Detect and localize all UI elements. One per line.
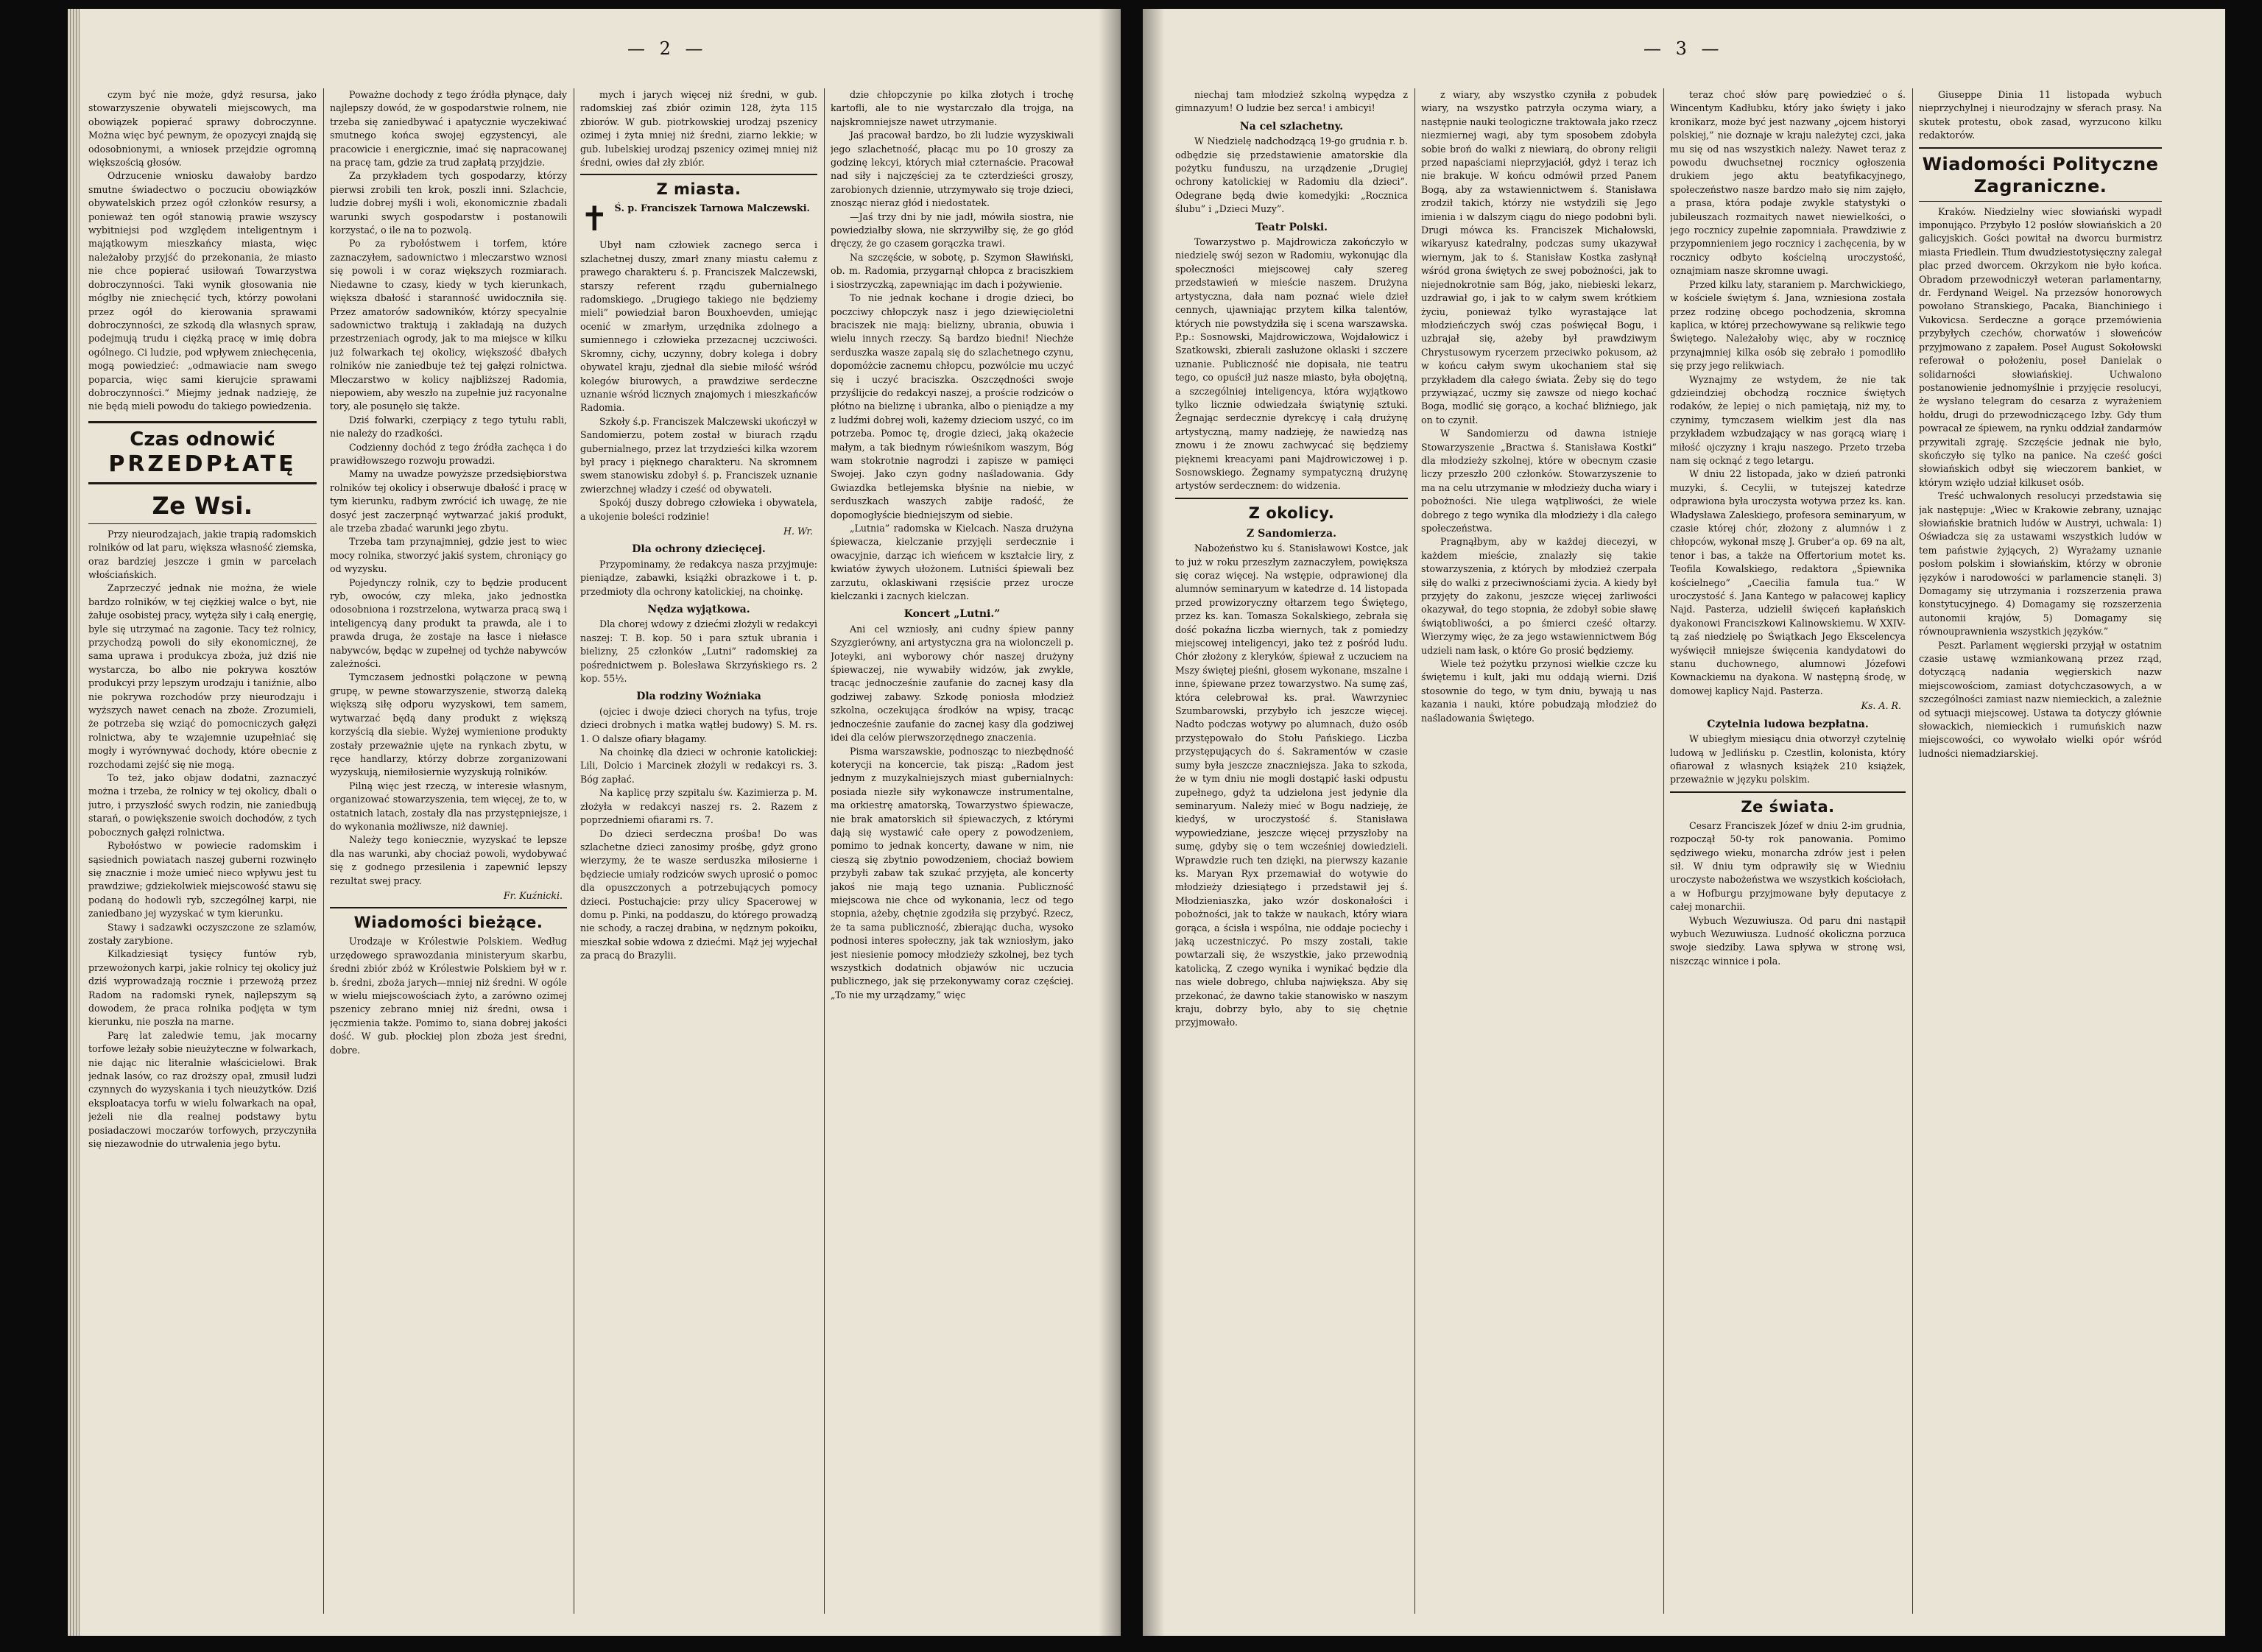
paragraph: Spokój duszy dobrego człowieka i obywatela, a ukojenie boleści rodzinie! [580, 497, 817, 522]
paragraph: czym być nie może, gdyż resursa, jako stowarzyszenie obywateli miejscowych, ma obowiązek popierać sprawy dobroczynne. Można więc być pewnym, że opozycyi znajdą się odosobnionymi, a wniosek przejdzie ogromną większością głosów. [88, 89, 317, 169]
lead-heading: Z Sandomierza. [1247, 527, 1336, 540]
cross-icon: ✝ [580, 199, 609, 239]
column-1 [1175, 88, 1408, 1614]
column-3 [580, 88, 817, 1614]
paragraph: Stawy i sadzawki oczyszczone ze szlamów, zostały zarybione. [88, 921, 317, 946]
paragraph: Przypominamy, że redakcya nasza przyjmuje: pieniądze, zabawki, książki obrazkowe i t. p. przedmioty dla ochrony katolickiej, na choinkę. [580, 558, 817, 597]
paragraph: Do dzieci serdeczna prośba! Do was szlachetne dzieci zanosimy prośbę, gdyż grono wierzymy, że te wasze serduszka miłosierne i będziecie umiały rodziców swych uprosić o pomoc dla opuszczonych a potrzebujących pomocy dzieci. Postuchajcie: przy ulicy Spacerowej w domu p. Pinki, na poddaszu, do którego prowadzą nie schody, a raczej drabina, w nędznym pokoiku, mieszkał sobie wdowa z dziećmi. Mąż jej wyjechał za pracą do Brazylii. [580, 827, 817, 961]
rcol1-lead1-paras [1175, 135, 1408, 216]
lead-heading: Dla rodziny Woźniaka [636, 691, 761, 703]
signature: Ks. A. R. [1861, 700, 1901, 712]
paragraph: Dla chorej wdowy z dziećmi złożyli w redakcyi naszej: T. B. kop. 50 i para sztuk ubrania i bielizny, 25 członków „Lutni” radomskiej za pośrednictwem p. Bolesława Skrzyńskiego rs. 2 kop. 55½. [580, 618, 817, 685]
paragraph: Wyznajmy ze wstydem, że nie tak gdzieindziej obchodzą rocznice świętych rodaków, że lepiej o nich pamiętają, niż my, to czynimy, tymczasem wielkim jest dla nas przykładem wzbudzający w nas gorącą wiarę i miłość ojczyzny i kraju naszego. Przeto trzeba nam się ocknąć z tego letargu. [1670, 373, 1906, 466]
column-rule [1663, 88, 1664, 1614]
column-1 [88, 88, 317, 1614]
paragraph: Odrzucenie wniosku dawałoby bardzo smutne świadectwo o poczuciu obowiązków obywatelskich przez ogół członków resursy, a ponieważ ten ogół stanowią prawie wszyscy wybitniejsi pod względem inteligentnym i majątkowym mieszkańcy miasta, więc należałoby przyjść do przekonania, że miasto nie chce popierać usiłowań Towarzystwa dobroczynności. Taki wynik głosowania nie mógłby nie zniechęcić tych, którzy powołani przez ogół do kierowania sprawami dobroczynności, ze szkodą dla własnych spraw, podejmują trudu i ciężką pracę w imię dobra ogólnego. Ci ludzie, pod wpływem zniechęcenia, mogą powiedzieć: „odmawiacie nam swego poparcia, więc sami kierujcie sprawami dobroczynności.” Miejmy jednak nadzieję, że nie będą mieli powodu do takiego powiedzenia. [88, 170, 317, 412]
paragraph: (ojciec i dwoje dzieci chorych na tyfus, troje dzieci drobnych i matka wątłej budowy) S. M. rs. 1. O dalsze ofiary błagamy. [580, 705, 817, 744]
obituary-heading [580, 199, 817, 239]
paragraph: Wybuch Wezuwiusza. Od paru dni nastąpił wybuch Wezuwiusza. Ludność okoliczna porzuca swoje siedziby. Lawa spływa w stronę wsi, niszcząc winnice i pola. [1670, 914, 1906, 967]
lead-heading: Nędza wyjątkowa. [647, 604, 750, 615]
paragraph: W ubiegłym miesiącu dnia otworzył czytelnię ludową w Jedlińsku p. Czestlin, kolonista, który ofiarował z własnych książek 210 książek, przeważnie w języku polskim. [1670, 733, 1906, 786]
obituary-signature: H. Wr. [783, 525, 813, 537]
obituary-paras [580, 239, 817, 523]
page-number: — 2 — [627, 38, 708, 59]
paragraph: teraz choć słów parę powiedzieć o ś. Wincentym Kadłubku, który jako święty i jako kronikarz, może być jest nazwany „ojcem historyi polskiej,” nie doznaje w kraju należytej czci, jaka mu się od nas wszystkich należy. Nawet teraz z powodu dwuchsetnej rocznicy ogłoszenia drukiem jego aktu beatyfikacyjnego, społeczeństwo nasze bardzo mało się nim zajęło, a prasa, która podaje zwykle statystyki o jubileuszach rozmaitych nawet niewielkości, o jego rocznicy zupełnie zapomniała. Prawdziwie z przypomnieniem jego rocznicy i zachęcenia, by w rocznicy odbyto kościelną uroczystość, oznajmiam nasze skromne uwagi. [1670, 89, 1906, 277]
col4-paras [831, 88, 1074, 603]
paragraph: Towarzystwo p. Majdrowicza zakończyło w niedzielę swój sezon w Radomiu, wykonując dla społeczności miejscowej cały szereg przedstawień w mieście naszem. Drużyna artystyczna, dała nam poznać wiele dzieł cennych, ujawniając przytem kilka talentów, których nie powstydziła się i scena warszawska. P.p.: Sosnowski, Majdrowiczowa, Wojdałowicz i Szatkowski, zbierali zasłużone oklaski i szczere uznanie. Publiczność nie dopisała, nie teatru tego, co opuścił już nasze miasto, była obojętną, a szczególniej inteligencya, która wyjątkowo tylko licznie odwiedzała świątynię sztuki. Żegnając serdecznie dyrekcyę i całą drużynę artystyczną, mamy nadzieję, że nawiedzą nas znowu i że znowu zachwycać się będziemy pięknemi kreacyami pani Majdrowiczowej i p. Sosnowskiego. Żegnamy sympatyczną drużynę artystów serdecznem: do widzenia. [1175, 236, 1408, 492]
paragraph: z wiary, aby wszystko czyniła z pobudek wiary, na wszystko patrzyła oczyma wiary, a następnie nauki teologiczne traktowała jako rzecz niezmiernej wagi, aby tym sposobem zdobyła sobie broń do walki z niewiarą, do obrony religii przed napaściami nieprzyjaciół, gdyż i teraz ich nie brakuje. W końcu odmówił przed Panem Bogą, aby za wstawiennictwem ś. Stanisława zrodził takich, którzy nie wstydzili się Jego imienia i w dalszym ciągu do niego podobni byli. Drugi mówca ks. Franciszek Michałowski, wikaryusz katedralny, podczas sumy ukazywał wiernym, jak to ś. Stanisław Kostka zasłynął wśród grona świętych ze swej pobożności, jak to niejednokrotnie sam Bóg, jako, niebieski lekarz, uzdrawiał go, i jak to w całym swem krótkiem życiu, ponieważ tylko wyrastające lat młodzieńczych swój czas poświęcał Bogu, i uzbrajał się, ażeby był prawdziwym Chrystusowym rycerzem przeciwko pokusom, aż w końcu całym swym ukochaniem stał się przykładem dla całego świata. Żeby się do tego przywiązać, uczmy się zawsze od niego kochać Boga, modlić się gorąco, a kochać bliźniego, jak on to czynił. [1421, 89, 1657, 426]
divider [330, 907, 567, 908]
paragraph: Za przykładem tych gospodarzy, którzy pierwsi zrobili ten krok, poszli inni. Szlachcie, ludzie dobrej myśli i woli, ekonomicznie zbadali warunki swych gospodarstw i postanowili korzystać, o ile na to pozwolą. [330, 170, 567, 236]
paragraph: Przy nieurodzajach, jakie trapią radomskich rolników od lat paru, większa własność ziemska, oraz bardziej jeszcze i gmin w parcelach włościańskich. [88, 528, 317, 580]
paragraph: Mamy na uwadze powyższe przedsiębiorstwa rolników tej okolicy i obserwuje dbałość i pracę w tym kierunku, radbym zwrócić ich uwagę, że nie dosyć jest zaczerpnąć wytwarzać jakiś produkt, ale trzeba zbadać warunki jego zbytu. [330, 468, 567, 534]
page-edge-stripes [68, 9, 80, 1636]
col1-paras [88, 88, 317, 414]
right-page [1143, 9, 2225, 1636]
rcol2-paras [1421, 88, 1657, 725]
paragraph: Parę lat zaledwie temu, jak mocarny torfowe leżały sobie nieużyteczne w folwarkach, nie dając nic literalnie właścicielowi. Brak jednak lasów, co raz droższy opał, zmusił ludzi czynnych do wyzyskania i tych nieużytków. Dziś eksploatacya torfu w wielu folwarkach na opał, jeżeli nie dla realnej podstawy bytu posiadaczowi moczarów torfowych, przyczyniła się niezawodnie do utrwalenia jego bytu. [88, 1029, 317, 1150]
col1-section-paras [88, 528, 317, 1151]
lead-heading: Teatr Polski. [1255, 221, 1328, 233]
section-title-z-okolicy: Z okolicy. [1248, 504, 1335, 522]
lead-heading: Dla ochrony dziecięcej. [632, 543, 766, 556]
lead2-paras [580, 618, 817, 685]
divider [1175, 498, 1408, 499]
paragraph: Zaprzeczyć jednak nie można, że wiele bardzo rolników, w tej ciężkiej walce o byt, nie żałuje osobistej pracy, wytęża siły i całą energię, byle się utrzymać na zagonie. Tacy też rolnicy, przychodzą powoli do siły ekonomicznej, że sama uprawa i produkcya zboża, już dziś nie wystarcza, bo albo nie pokrywa kosztów produkcyi przy lepszym urodzaju i taniźnie, albo nie pokrywa rozchodów przy nieurodzaju i wyższych nawet cenach na zboże. Zrozumieli, że potrzeba się wziąć do pomocniczych gałęzi rolnictwa, aby te wzajemnie uzupełniać się mogły i wyrównywać dochody, które obecnie z rozchodami zejść się nie mogą. [88, 582, 317, 770]
paragraph: Pragnąłbym, aby w każdej diecezyi, w każdem mieście, znalazły się takie stowarzyszenia, z których by młodzież czerpała siłę do walki z przeciwnościami życia. A kiedy był przyjęty do zakonu, jeszcze więcej żarliwości okazywał, do tego stopnia, że zdobył sobie sławę świątobliwości, a po śmierci cześć ołtarzy. Wierzymy więc, że za jego wstawiennictwem Bóg udzieli nam łask, o które Go prosić będziemy. [1421, 536, 1657, 656]
rcol1-paras [1175, 88, 1408, 116]
section-title-wiadomosci-biezace: Wiadomości bieżące. [353, 914, 543, 932]
section-title-ze-wsi: Ze Wsi. [152, 491, 253, 520]
section-title-ze-swiata: Ze świata. [1741, 797, 1835, 816]
col2-section-paras [330, 935, 567, 1057]
notice-line1: Czas odnowić [130, 428, 275, 451]
divider [580, 174, 817, 175]
column-rule [824, 88, 825, 1614]
divider [1919, 201, 2162, 202]
column-4 [1919, 88, 2162, 1614]
paragraph: —Jaś trzy dni by nie jadł, mówiła siostra, nie powiedziałby słowa, nie skrzywiłby się, że go głód dręczy, że go czasem gorączka trawi. [831, 211, 1074, 250]
paragraph: Treść uchwalonych resolucyi przedstawia się jak następuje: „Wiec w Krakowie zebrany, uznając słowiańskie bratnich ludów w Austryi, uchwala: 1) Oświadcza się za ustawami wszystkich ludów w tem państwie żyjących, 2) Wyrażamy uznanie posłom polskim i słowiańskim, którzy w obronie języków i narodowości w parlamencie stanęli. 3) Domagamy się utrzymania i rozszerzenia prawa konstytucyjnego. 4) Domagamy się rozszerzenia autonomii krajów, 5) Domagamy się równouprawnienia wszystkich języków.” [1919, 490, 2162, 638]
rcol4-paras [1919, 88, 2162, 143]
paragraph: Na choinkę dla dzieci w ochronie katolickiej: Lili, Dolcio i Marcinek złożyli w redakcyi rs. 3. Bóg zapłać. [580, 746, 817, 785]
column-2 [330, 88, 567, 1614]
rcol3-paras [1670, 88, 1906, 698]
column-2 [1421, 88, 1657, 1614]
lead1-paras [580, 558, 817, 599]
paragraph: Wiele też pożytku przynosi wielkie czcze ku świętemu i kult, jaki mu oddają wierni. Dziś stosownie do tego, w tym dniu, bywają u nas kazania i nauki, które pobudzają młodzież do naśladowania Świętego. [1421, 658, 1657, 724]
paragraph: Po za rybołóstwem i torfem, które zaznaczyłem, sadownictwo i mleczarstwo wznosi się powoli i w coraz większych rozmiarach. Niedawne to czasy, kiedy w tych kierunkach, większa dbałość i staranność uwidoczniła się. Przez amatorów sadowników, którzy specyalnie sadownictwo traktują i zakładają na dużych przestrzeniach ogrody, jak to ma miejsce w kilku już folwarkach tej okolicy, większość dbałych rolników nie zaniedbuje też tej gałęzi rolnictwa. Mleczarstwo w kolicy najbliższej Radomia, niepowiem, aby weszło na zupełnie już racyonalne tory, ale posunęło się także. [330, 238, 567, 412]
col2-paras [330, 88, 567, 888]
paragraph: Pilną więc jest rzeczą, w interesie własnym, organizować stowarzyszenia, tem więcej, że to, w ostatnich latach, zostały dla nas przystępniejsze, i do wykonania możliwsze, niż dawniej. [330, 780, 567, 832]
paragraph: Codzienny dochód z tego źródła zachęca i do prawidłowszego rozwoju prowadzi. [330, 441, 567, 466]
paragraph: Urodzaje w Królestwie Polskiem. Według urzędowego sprawozdania ministeryum skarbu, średni zbiór zbóż w Królestwie Polskiem był w r. b. średni, zboża jarych—mniej niż średni. W ogóle w wielu miejscowościach żyto, a zarówno ozimej pszenicy zebrano mniej niż średni, owsa i jęczmienia także. Pomimo to, siana dobrej jakości dość. W gub. płockiej plon zboża jest średni, dobre. [330, 936, 567, 1056]
col3-paras [580, 88, 817, 169]
lead3-paras [580, 705, 817, 963]
signature: Fr. Kuźnicki. [503, 889, 563, 901]
gutter-shadow [1143, 9, 1165, 1636]
section-title-wiadomosci-polityczne: Wiadomości Polityczne Zagraniczne. [1922, 153, 2159, 197]
section-title-z-miasta: Z miasta. [656, 180, 741, 199]
gutter-shadow [1099, 9, 1121, 1636]
paragraph: W Sandomierzu od dawna istnieje Stowarzyszenie „Bractwa ś. Stanisława Kostki” dla młodzieży szkolnej, które w obecnym czasie liczy przeszło 200 członków. Stowarzyszenie to ma na celu utrzymanie w młodzieży ducha wiary i pobożności. Nie ulega wątpliwości, że wiele dobrego z tego wynika dla młodzieży i dla całego społeczeństwa. [1421, 428, 1657, 534]
rcol3-lead1-paras [1670, 733, 1906, 787]
paragraph: mych i jarych więcej niż średni, w gub. radomskiej zaś zbiór ozimin 128, żyta 115 zbiorów. W gub. piotrkowskiej urodzaj pszenicy ozimej i żyta mniej niż średni, ziarno lekkie; w gub. lubelskiej urodzaj pszenicy ozimej mniej niż średni, owies dał zły zbiór. [580, 89, 817, 169]
paragraph: Kraków. Niedzielny wiec słowiański wypadł imponująco. Przybyło 12 posłów słowiańskich a 20 galicyjskich. Gości powitał na dworcu burmistrz miasta Friedlein. Tłum dwudziestotysięczny zalegał plac przed dworcem. Okrzykom nie było końca. Obradom przewodniczył weteran parlamentarny, dr. Ferdynand Weigel. Na przezsów honorowych powołano Stranskiego, Pacaka, Bianchiniego i Vukovicsa. Serdeczne a gorące przemówienia przybyłych czechów, chorwatów i słoweńców przyjmowano z zapałem. Poseł August Sokołowski referował o położeniu, poseł Danielak o solidarności słowiańskiej. Uchwalono postanowienie jednomyślnie i przyjęcie resolucyi, że wysłano telegram do cesarza z wyrażeniem hołdu, drugi do przewodniczącego Izby. Gdy tłum powracał ze śpiewem, na rynku oddział żandarmów przywitali zgraję. Szczęście jednak nie było, skończyło się tylko na panice. Na cześć gości słowiańskich odbył się wieczorem bankiet, w którym wzięło udział kilkuset osób. [1919, 205, 2162, 488]
paragraph: Trzeba tam przynajmniej, gdzie jest to wiec mocy rolnika, stworzyć jakiś system, chroniący go od wyzysku. [330, 536, 567, 575]
rcol1-lead2-paras [1175, 236, 1408, 493]
divider [1919, 147, 2162, 149]
paragraph: Dziś folwarki, czerpiący z tego tytułu rabli, nie należy do rzadkości. [330, 414, 567, 440]
paragraph: Poważne dochody z tego źródła płynące, dały najlepszy dowód, że w gospodarstwie rolnem, nie trzeba się zaniedbywać i apatycznie wyczekiwać smutnego końca swojej egzystencyi, ale pracowicie i energicznie, imać się napracowanej na pracę tam, gdzie za trud zapłatą przyjdzie. [330, 89, 567, 169]
column-rule [1912, 88, 1913, 1614]
paragraph: Przed kilku laty, staraniem p. Marchwickiego, w kościele świętym ś. Jana, wzniesiona została przez rodzinę obcego pochodzenia, skromna kaplica, w której przechowywane są relikwie tego Świętego. Należałoby więc, aby w rocznicę przynajmniej kilka osób się zebrało i pomodliło się przy jego relikwiach. [1670, 278, 1906, 372]
paragraph: Ani cel wzniosły, ani cudny śpiew panny Szyzgierówny, ani artystyczna gra na wiolonczeli p. Joteyki, ani wyborowy chór naszej drużyny śpiewaczej, nie wywabiły widzów, jak zwykle, tracąc jednocześnie zaufanie do zacnej kasy dla godziwej zabawy. Szkodę poniosła młodzież szkolna, oczekująca środków na wpisy, tracąc jednocześnie zaufanie do zacnej kasy dla godziwej idei dla celów pierwszorzędnego znaczenia. [831, 623, 1074, 744]
paragraph: Rybołóstwo w powiecie radomskim i sąsiednich powiatach naszej guberni rozwinęło się znacznie i może umieć nieco wpływu jest tu prawdziwe; gdziekolwiek miejscowość stawu się podaną do hodowli ryb, szczególnej karpi, nie zaniedbano jej wyzyskać w tym kierunku. [88, 840, 317, 919]
column-rule [1414, 88, 1415, 1614]
col4-lead-paras [831, 623, 1074, 1002]
paragraph: Na kaplicę przy szpitalu św. Kazimierza p. M. złożyła w redakcyi naszej rs. 2. Razem z poprzedniemi ofiarami rs. 7. [580, 787, 817, 826]
paragraph: Peszt. Parlament węgierski przyjął w ostatnim czasie ustawę wzmiankowaną przez rząd, dotyczącą nadania węgierskich nazw miejscowościom, zamiast dotychczasowych, a w szczególności zamiast nazw niemieckich, a zależnie od sytuacji miejscowej. Ustawa ta dotyczy głównie słowackich, niemieckich i rumuńskich nazw miejscowości, co wywołało wielki opór wśród ludności niemadziarskiej. [1919, 639, 2162, 759]
rcol3-section-paras [1670, 819, 1906, 968]
obituary-title: Ś. p. Franciszek Tarnowa Malczewski. [614, 202, 810, 214]
paragraph: Tymczasem jednostki połączone w pewną grupę, w pewne stowarzyszenie, stworzą daleką większą siłę odporu wyzyskowi, tem samem, wytwarzać będą dany produkt z większą korzyścią dla siebie. Wyżej wymienione produkty zostały przeważnie ujęte na rynkach zbytu, w ręce handlarzy, którzy dobrze zorganizowani wyzyskują, niemiłosiernie wyzyskują rolników. [330, 671, 567, 778]
paragraph: Cesarz Franciszek Józef w dniu 2-im grudnia, rozpoczął 50-ty rok panowania. Pomimo sędziwego wieku, monarcha zdrów jest i pełen sił. W dniu tym odprawiły się w Wiedniu uroczyste nabożeństwa we wszystkich kościołach, a w Hofburgu przyjmowane były deputacye z całej monarchii. [1670, 819, 1906, 913]
paragraph: Ubył nam człowiek zacnego serca i szlachetnej duszy, zmarł znany miastu całemu z prawego charakteru ś. p. Franciszek Malczewski, starszy referent rządu gubernialnego radomskiego. „Drugiego takiego nie będziemy mieli” powiedział baron Bouxhoevden, umiejąc ocenić w zmarłym, urzędnika zdolnego a sumiennego i człowieka przezacnej uczciwości. Skromny, cichy, uczynny, dobry kolega i dobry obywatel kraju, zjednał dla siebie miłość wśród kolegów biurowych, a prawdziwe serdeczne uznanie wśród licznych znajomych i mieszkańców Radomia. [580, 239, 817, 414]
notice-line2: PRZEDPŁATĘ [108, 451, 297, 477]
column-rule [323, 88, 324, 1614]
divider [88, 523, 317, 524]
paragraph: W Niedzielę nadchodzącą 19-go grudnia r. b. odbędzie się przedstawienie amatorskie dla pożytku funduszu, na urządzenie „Drugiej ochrony katolickiej w Radomiu dla dzieci”. Odegrane będą dwie komedyjki: „Rocznica ślubu” i „Dzieci Muzy”. [1175, 135, 1408, 215]
paragraph: Pisma warszawskie, podnosząc to niezbędność koterycji na koncercie, tak piszą: „Radom jest jednym z muzykalniejszych miast gubernialnych: posiada niezłe siły wykonawcze instrumentalne, ma orkiestrę amatorską, Towarzystwo śpiewacze, nie brak amatorskich sił śpiewaczych, z którymi dają się wystawić całe opery z powodzeniem, pomimo to jednak koncerty, dawane w nim, nie cieszą się zbytnio powodzeniem, chociaż bowiem przybyłi zabaw tak szukać przyjęta, ale koncerty jakoś nie mają tego uznania. Publiczność miejscowa nie chce od wykonania, lecz od tego stopnia, ażeby, chętnie zgodziła się przybyć. Rzecz, że ta sama publiczność, zbierając ducha, wysoko podnosi interes społeczny, jak tak wzniosłym, jako jest niesienie pomocy młodzieży szkolnej, bez tych wszystkich dodatnich objawów nic uczucia publicznego, jak się przekonywamy coraz częściej. „To nie my urządzamy,” więc [831, 745, 1074, 1000]
paragraph: Szkoły ś.p. Franciszek Malczewski ukończył w Sandomierzu, potem został w biurach rządu gubernialnego, przez lat trzydzieści kilka wzorem był pracy i pięknego charakteru. Na skromnem swem stanowisku zdobył ś. p. Franciszek uznanie zwierzchnej władzy i cześć od obywateli. [580, 415, 817, 495]
rcol4-section-paras [1919, 205, 2162, 761]
paragraph: Jaś pracował bardzo, bo żli ludzie wyzyskiwali jego szlachetność, płacąc mu po 10 groszy za godzinę lekcyi, których miał czternaście. Pracował nad siły i najczęściej za te czterdzieści groszy, zarobionych dziennie, utrzymywało się troje dzieci, znosząc nieraz głód i niedostatek. [831, 130, 1074, 209]
rcol1-lead3-paras [1175, 542, 1408, 1030]
subscription-notice [88, 421, 317, 484]
column-4 [831, 88, 1074, 1614]
lead-heading: Na cel szlachetny. [1239, 120, 1344, 133]
lead-heading: Koncert „Lutni.” [903, 608, 1001, 621]
divider [1670, 791, 1906, 793]
paragraph: To nie jednak kochane i drogie dzieci, bo poczciwy chłopczyk nasz i jego dziewięcioletni braciszek nie mają: bielizny, ubrania, obuwia i wielu innych rzeczy. Są bardzo biedni! Niechże serduszka wasze zapalą się do szlachetnego czynu, dopomóżcie zacnemu chłopcu, pozwólcie mu uczyć się i uczyć braciszka. Oszczędności swoje przyślijcie do redakcyi naszej, a proście rodziców o płótno na bieliznę i ubranka, albo o pieniądze a my z ludźmi dobrej woli, każemy dzieciom uszyć, co im potrzeba. Pomoc tę, drogie dzieci, jaką okażecie małym, a tak biednym rówieśnikom waszym, Bóg wam stokrotnie nagrodzi i zapisze w pamięci Swojej. Jako czyn godny naśladowania. Gdy Gwiazdka betlejemska błyśnie na niebie, w serduszkach waszych zabije radość, że dopomogłyście biedniejszym od siebie. [831, 292, 1074, 520]
page-number: — 3 — [1643, 38, 1724, 59]
paragraph: dzie chłopczynie po kilka złotych i trochę kartofli, ale to nie wystarczało dla trojga, na najskromniejsze nawet utrzymanie. [831, 89, 1074, 127]
paragraph: niechaj tam młodzież szkolną wypędza z gimnazyum! O ludzie bez serca! i ambicyi! [1175, 89, 1408, 114]
lead-heading: Czytelnia ludowa bezpłatna. [1707, 718, 1869, 730]
paragraph: To też, jako objaw dodatni, zaznaczyć można i trzeba, że rolnicy w tej okolicy, dbali o jutro, i przyszłość swych rodzin, nie zaniedbują starań, o powiększenie swoich dochodów, z tych pobocznych gałęzi rolnictwa. [88, 772, 317, 838]
left-page [68, 9, 1121, 1636]
paragraph: W dniu 22 listopada, jako w dzień patronki muzyki, ś. Cecylii, w tutejszej katedrze odprawiona była uroczysta wotywa przez ks. kan. Władysława Zaleskiego, profesora seminaryum, w czasie której chór, złożony z alumnów i z chłopców, wykonał mszę J. Gruber'a op. 69 na alt, tenor i bas, a także na Offertorium motet ks. Teofila Kowalskiego, redaktora „Śpiewnika kościelnego” „Caecilia famula tua.” W uroczystość ś. Jana Kantego w pałacowej kaplicy Najd. Pasterza, udzielił święceń kapłańskich dyakonowi Franciszkowi Kalinowskiemu. W XXIV-tą zaś niedzielę po Świątkach Jego Ekscelencya wyświęcił mniejsze święcenia kandydatowi do stanu duchownego, alumnowi Józefowi Kownackiemu na dyakona. W następną środę, w domowej kaplicy Najd. Pasterza. [1670, 468, 1906, 696]
paragraph: Należy tego koniecznie, wyzyskać te lepsze dla nas warunki, aby chociaż powoli, wydobywać się z godnego przesilenia i zapewnić lepszy rezultat swej pracy. [330, 834, 567, 886]
paragraph: „Lutnia” radomska w Kielcach. Nasza drużyna śpiewacza, kielczanie przyjęli serdecznie i owacyjnie, darząc ich wieńcem w kształcie liry, z kwiatów żywych ułożonem. Lutniści śpiewali bez zarzutu, oklaskiwani rzęsiście przez urocze kielczanki i zacnych kielczan. [831, 523, 1074, 602]
paragraph: Nabożeństwo ku ś. Stanisławowi Kostce, jak to już w roku przeszłym zaznaczyłem, powiększa się coraz więcej. Na wstępie, odprawionej dla alumnów seminaryum w katedrze d. 14 listopada przed prowizoryczny ołtarzem tego Świętego, przez ks. kan. Tomasza Sokalskiego, zebrała się dość pokaźna liczba wiernych, tak z pomiedzy miejscowej inteligencyi, jako też z pośród ludu. Chór złożony z kleryków, śpiewał z uczuciem na Mszy świętej pieśni, głosem wykonane, mszalne i inne, śpiewane przez towarzystwo. Na sumę zaś, która celebrował ks. prał. Wawrzyniec Szumbarowski, przybyło ich jeszcze więcej. Nadto podczas wotywy po alumnach, dużo osób przystępowało do Stołu Pańskiego. Liczba przystępujących do ś. Sakramentów w czasie sumy była jeszcze znaczniejsza. Jaka to szkoda, że w tym dniu nie mogli dostąpić łaski odpustu zupełnego, gdyż ta udzielona jest jedynie dla seminaryum. Należy mieć w Bogu nadzieję, że kiedyś, w uroczystość ś. Stanisława wypowiedziane, jeszcze więcej przyszłoby na sumę, gdyby się o tem wcześniej dowiedzieli. Wprawdzie ruch ten dzięki, na pierwszy kazanie ks. Maryan Ryx przemawiał do wotywie do młodzieży dziesiątego i przedstawił jej ś. Młodzieniaszka, jako wzór doskonałości i pobożności, jak to także w naukach, który wiara gorąca, a ścisła i wspólna, nie oddaje pociechy i jaką uczestniczyć. Po mszy zostali, takie powtarzali się, że wszystkie, jako przewodnią katolicką, Z czego wynika i wynikać będzie dla nas wiele dobrego, chluba największa. Aby się przekonać, że dawno takie stanowisko w naszym kraju, dobrzy było, aby to się chętnie przyjmowało. [1175, 543, 1408, 1028]
paragraph: Pojedynczy rolnik, czy to będzie producent ryb, owoców, czy mleka, jako jednostka odosobniona i rozstrzelona, wytwarza pracą swą i inteligencyą dany produkt ta prawda, ale i to prawda druga, że zostaje na łasce i niełasce nabywców, będąc w zupełnej od tychże nabywców zależności. [330, 576, 567, 670]
paragraph: Kilkadziesiąt tysięcy funtów ryb, przewożonych karpi, jakie rolnicy tej okolicy już dziś wyprowadzają rocznie i przewożą przez Radom na radomski rynek, najlepszym są dowodem, że praca rolnika podjęta w tym kierunku, nie poszła na marne. [88, 948, 317, 1028]
paragraph: Na szczęście, w sobotę, p. Szymon Sławiński, ob. m. Radomia, przygarnął chłopca z braciszkiem i siostrzyczką, zapewniając im dach i pożywienie. [831, 251, 1074, 290]
column-3 [1670, 88, 1906, 1614]
paragraph: Giuseppe Dinia 11 listopada wybuch nieprzychylnej i nieurodzajny w sferach prasy. Na skutek protestu, obok zasad, wyrzucono kilku redaktorów. [1919, 89, 2162, 141]
